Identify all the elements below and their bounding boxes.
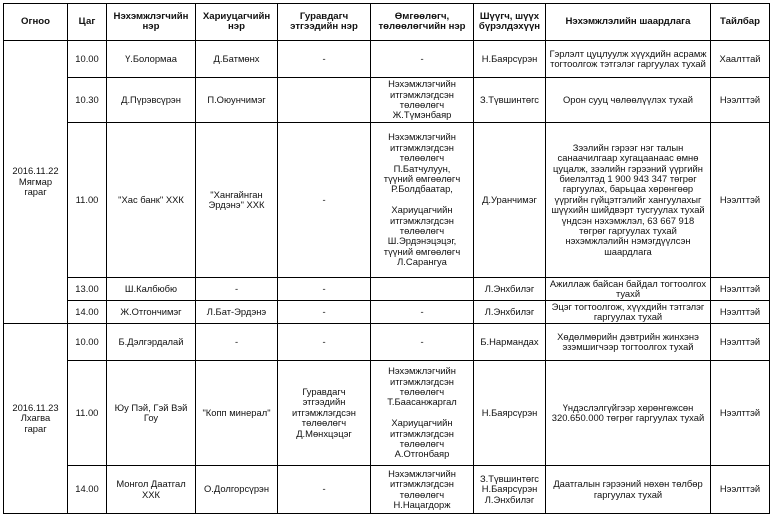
time-cell: 10.00: [68, 324, 107, 361]
judge-cell: З.Түвшинтөгс Н.Баярсүрэн Л.Энхбилэг: [474, 466, 546, 514]
table-row: [4, 41, 770, 78]
note-cell: Нээлттэй: [711, 123, 770, 278]
representatives-cell: Нэхэмжлэгчийн итгэмжлэгдсэн төлөөлөгч П.Батчулуун, түүний өмгөөлөгч Р.Болдбаатар, Хариуцагчийн итгэмжлэгдсэн төлөөлөгч Ш.Эрдэнэцэцэг, түүний өмгөөлөгч Л.Сарангуа: [371, 123, 474, 278]
judge-cell: Л.Энхбилэг: [474, 301, 546, 324]
claim-cell: Үндэслэлгүйгээр хөрөнгөжсөн 320.650.000 төгрөг гаргуулах тухай: [546, 361, 711, 466]
defendant-cell: П.Оюунчимэг: [196, 78, 278, 123]
plaintiff-cell: Ү.Болормаа: [107, 41, 196, 78]
header-plaintiff: Нэхэмжлэгчийн нэр: [107, 4, 196, 41]
time-cell: 11.00: [68, 123, 107, 278]
note-cell: Нээлттэй: [711, 361, 770, 466]
header-defendant: Хариуцагчийн нэр: [196, 4, 278, 41]
third-party-cell: -: [278, 466, 371, 514]
note-cell: Нээлттэй: [711, 78, 770, 123]
third-party-cell: -: [278, 301, 371, 324]
representatives-cell: -: [371, 301, 474, 324]
plaintiff-cell: "Хас банк" ХХК: [107, 123, 196, 278]
claim-cell: Даатгалын гэрээний нөхөн төлбөр гаргуулах тухай: [546, 466, 711, 514]
judge-cell: Д.Уранчимэг: [474, 123, 546, 278]
header-representatives: Өмгөөлөгч, төлөөлөгчийн нэр: [371, 4, 474, 41]
claim-cell: Орон сууц чөлөөлүүлэх тухай: [546, 78, 711, 123]
representatives-cell: [371, 278, 474, 301]
judge-cell: Л.Энхбилэг: [474, 278, 546, 301]
table-row: [4, 361, 770, 466]
representatives-cell: -: [371, 324, 474, 361]
claim-cell: Ажиллаж байсан байдал тогтоолгох туахй: [546, 278, 711, 301]
third-party-cell: -: [278, 278, 371, 301]
table-row: [4, 324, 770, 361]
header-time: Цаг: [68, 4, 107, 41]
defendant-cell: Д.Батмөнх: [196, 41, 278, 78]
defendant-cell: Л.Бат-Эрдэнэ: [196, 301, 278, 324]
time-cell: 14.00: [68, 301, 107, 324]
time-cell: 14.00: [68, 466, 107, 514]
note-cell: Нээлттэй: [711, 324, 770, 361]
representatives-cell: Нэхэмжлэгчийн итгэмжлэгдсэн төлөөлөгч Н.Нацагдорж: [371, 466, 474, 514]
header-third-party: Гуравдагч этгээдийн нэр: [278, 4, 371, 41]
table-row: [4, 301, 770, 324]
header-note: Тайлбар: [711, 4, 770, 41]
claim-cell: Эцэг тогтоолгож, хүүхдийн тэтгэлэг гаргуулах тухай: [546, 301, 711, 324]
claim-cell: Гэрлэлт цуцлуулж хүүхдийн асрамж тогтоолгож тэтгэлэг гаргуулах тухай: [546, 41, 711, 78]
plaintiff-cell: Ш.Калбюбю: [107, 278, 196, 301]
plaintiff-cell: Монгол Даатгал ХХК: [107, 466, 196, 514]
plaintiff-cell: Ж.Отгончимэг: [107, 301, 196, 324]
representatives-cell: Нэхэмжлэгчийн итгэмжлэгдсэн төлөөлөгч Ж.Түмэнбаяр: [371, 78, 474, 123]
judge-cell: Н.Баярсүрэн: [474, 361, 546, 466]
claim-cell: Хөдөлмөрийн дэвтрийн жинхэнэ эзэмшигчээр тогтоолгох тухай: [546, 324, 711, 361]
representatives-cell: Нэхэмжлэгчийн итгэмжлэгдсэн төлөөлөгч Т.Баасанжаргал Хариуцагчийн итгэмжлэгдсэн төлөөлөгч А.Отгонбаяр: [371, 361, 474, 466]
table-row: [4, 78, 770, 123]
time-cell: 10.30: [68, 78, 107, 123]
defendant-cell: "Хангайнган Эрдэнэ" ХХК: [196, 123, 278, 278]
plaintiff-cell: Д.Пүрэвсүрэн: [107, 78, 196, 123]
plaintiff-cell: Б.Дэлгэрдалай: [107, 324, 196, 361]
header-row: [4, 4, 770, 41]
defendant-cell: "Копп минерал": [196, 361, 278, 466]
time-cell: 10.00: [68, 41, 107, 78]
third-party-cell: [278, 78, 371, 123]
header-judge: Шүүгч, шүүх бүрэлдэхүүн: [474, 4, 546, 41]
note-cell: Нээлттэй: [711, 466, 770, 514]
third-party-cell: -: [278, 324, 371, 361]
third-party-cell: Гуравдагч этгээдийн итгэмжлэгдсэн төлөөлөгч Д.Мөнхцэцэг: [278, 361, 371, 466]
defendant-cell: О.Долгорсүрэн: [196, 466, 278, 514]
header-claim: Нэхэмжлэлийн шаардлага: [546, 4, 711, 41]
judge-cell: Н.Баярсүрэн: [474, 41, 546, 78]
judge-cell: З.Түвшинтөгс: [474, 78, 546, 123]
note-cell: Нээлттэй: [711, 278, 770, 301]
claim-cell: Зээлийн гэрээг нэг талын санаачилгаар хугацаанаас өмнө цуцалж, зээлийн гэрээний үүргийн биелэлтэд 1 900 943 347 төгрөг гаргуулах, барьцаа хөрөнгөөр үүргийн гүйцэтгэлийг хангуулахыг шүүхийн шийдвэрт тусгуулах тухай үндсэн нэхэмжлэл, 63 667 918 төгрөг гаргуулах тухай нэхэмжлэлийн нэмэгдүүлсэн шаардлага: [546, 123, 711, 278]
judge-cell: Б.Нармандах: [474, 324, 546, 361]
time-cell: 13.00: [68, 278, 107, 301]
date-cell: 2016.11.22 Мягмар гараг: [4, 41, 68, 324]
table-row: [4, 278, 770, 301]
representatives-cell: -: [371, 41, 474, 78]
note-cell: Нээлттэй: [711, 301, 770, 324]
third-party-cell: -: [278, 123, 371, 278]
time-cell: 11.00: [68, 361, 107, 466]
defendant-cell: -: [196, 278, 278, 301]
plaintiff-cell: Юу Пэй, Гэй Вэй Гоу: [107, 361, 196, 466]
header-date: Огноо: [4, 4, 68, 41]
defendant-cell: -: [196, 324, 278, 361]
date-cell: 2016.11.23 Лхагва гараг: [4, 324, 68, 514]
table-row: [4, 466, 770, 514]
third-party-cell: -: [278, 41, 371, 78]
note-cell: Хаалттай: [711, 41, 770, 78]
court-schedule-table: [3, 3, 770, 514]
table-row: [4, 123, 770, 278]
